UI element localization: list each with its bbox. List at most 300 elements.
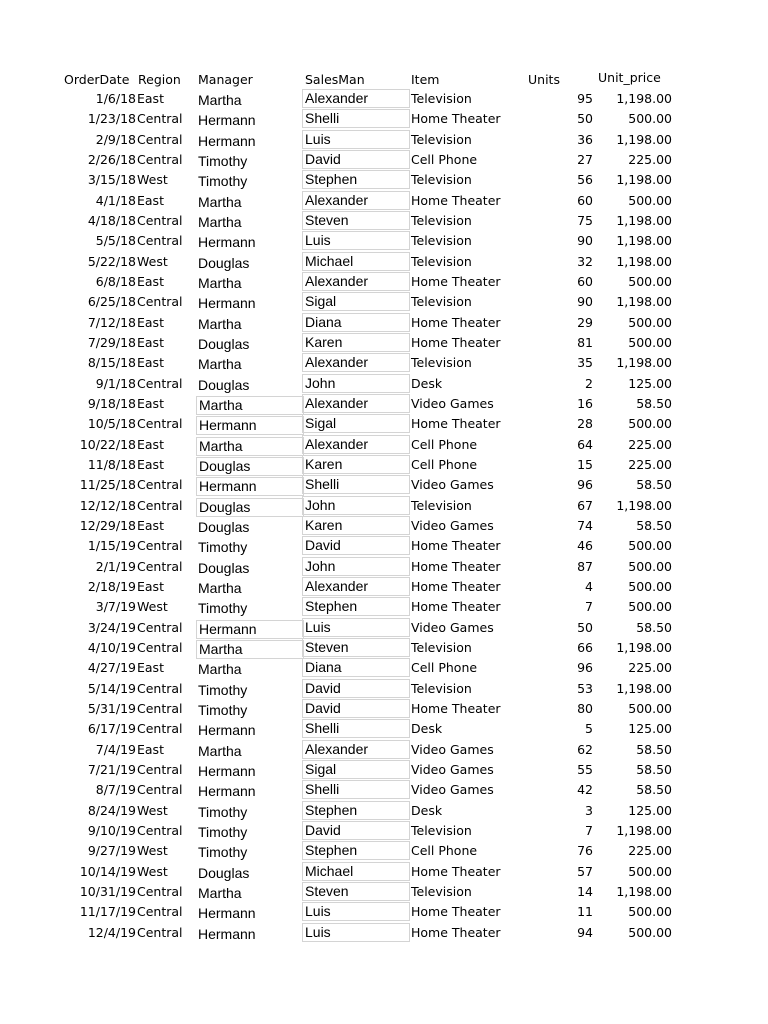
item-cell: Television [411,822,472,838]
order-date-cell: 3/7/19 [95,599,136,615]
manager-cell: Timothy [198,823,248,840]
region-cell: West [137,253,168,269]
manager-cell: Douglas [196,457,304,476]
unit-price-cell: 1,198.00 [616,822,672,838]
unit-price-cell: 1,198.00 [616,639,672,655]
region-cell: East [137,741,164,757]
item-cell: Television [411,497,472,513]
item-cell: Television [411,680,472,696]
units-cell: 66 [577,639,593,655]
unit-price-cell: 58.50 [636,782,672,798]
manager-cell: Hermann [198,295,256,312]
unit-price-cell: 125.00 [628,721,672,737]
units-cell: 36 [577,131,593,147]
manager-cell: Hermann [198,762,256,779]
region-cell: Central [137,700,183,716]
region-cell: Central [137,111,183,127]
region-cell: West [137,172,168,188]
item-cell: Home Theater [411,700,501,716]
item-cell: Home Theater [411,273,501,289]
item-cell: Video Games [411,517,494,533]
item-cell: Cell Phone [411,436,478,452]
salesman-cell: Michael [302,862,410,881]
manager-cell: Martha [198,315,242,332]
region-cell: East [137,436,164,452]
manager-cell: Hermann [198,905,256,922]
unit-price-cell: 125.00 [628,375,672,391]
item-cell: Home Theater [411,192,501,208]
region-cell: Central [137,375,183,391]
order-date-cell: 8/7/19 [95,782,136,798]
unit-price-cell: 1,198.00 [616,253,672,269]
salesman-cell: Stephen [302,841,410,860]
units-cell: 7 [585,599,593,615]
unit-price-cell: 1,198.00 [616,233,672,249]
units-cell: 75 [577,212,593,228]
header-units: Units [528,72,560,87]
salesman-cell: Luis [302,923,410,942]
region-cell: Central [137,294,183,310]
order-date-cell: 2/9/18 [95,131,136,147]
salesman-cell: Luis [302,618,410,637]
order-date-cell: 3/24/19 [87,619,136,635]
salesman-cell: Stephen [302,801,410,820]
manager-cell: Martha [198,356,242,373]
unit-price-cell: 500.00 [628,578,672,594]
units-cell: 60 [577,273,593,289]
units-cell: 32 [577,253,593,269]
item-cell: Home Theater [411,904,501,920]
unit-price-cell: 1,198.00 [616,131,672,147]
order-date-cell: 8/15/18 [87,355,136,371]
unit-price-cell: 58.50 [636,761,672,777]
order-date-cell: 12/4/19 [87,924,136,940]
units-cell: 67 [577,497,593,513]
unit-price-cell: 1,198.00 [616,497,672,513]
units-cell: 60 [577,192,593,208]
region-cell: West [137,802,168,818]
salesman-cell: Alexander [302,394,410,413]
manager-cell: Martha [198,742,242,759]
manager-cell: Martha [198,193,242,210]
units-cell: 35 [577,355,593,371]
manager-cell: Timothy [198,701,248,718]
unit-price-cell: 58.50 [636,517,672,533]
order-date-cell: 11/25/18 [79,477,136,493]
salesman-cell: Diana [302,313,410,332]
order-date-cell: 7/12/18 [87,314,136,330]
manager-cell: Martha [196,437,304,456]
order-date-cell: 4/18/18 [87,212,136,228]
item-cell: Video Games [411,782,494,798]
order-date-cell: 12/12/18 [79,497,136,513]
order-date-cell: 1/6/18 [95,91,136,106]
unit-price-cell: 1,198.00 [616,355,672,371]
order-date-cell: 9/18/18 [87,395,136,411]
order-date-cell: 11/8/18 [87,456,136,472]
region-cell: Central [137,680,183,696]
unit-price-cell: 125.00 [628,802,672,818]
manager-cell: Martha [196,396,304,415]
manager-cell: Hermann [196,416,304,435]
unit-price-cell: 500.00 [628,538,672,554]
item-cell: Home Theater [411,538,501,554]
region-cell: Central [137,151,183,167]
item-cell: Video Games [411,395,494,411]
salesman-cell: Shelli [302,475,410,494]
manager-cell: Timothy [198,539,248,556]
region-cell: East [137,395,164,411]
salesman-cell: Steven [302,638,410,657]
region-cell: East [137,517,164,533]
manager-cell: Timothy [198,803,248,820]
header-order-date: OrderDate [64,72,130,87]
item-cell: Cell Phone [411,151,478,167]
unit-price-cell: 1,198.00 [616,680,672,696]
units-cell: 28 [577,416,593,432]
salesman-cell: Alexander [302,353,410,372]
order-date-cell: 9/27/19 [87,843,136,859]
region-cell: Central [137,497,183,513]
units-cell: 7 [585,822,593,838]
salesman-cell: Alexander [302,191,410,210]
salesman-cell: David [302,699,410,718]
salesman-cell: Alexander [302,89,410,108]
order-date-cell: 6/25/18 [87,294,136,310]
item-cell: Home Theater [411,558,501,574]
salesman-cell: David [302,679,410,698]
salesman-cell: Luis [302,231,410,250]
item-cell: Home Theater [411,416,501,432]
order-date-cell: 8/24/19 [87,802,136,818]
order-date-cell: 1/15/19 [87,538,136,554]
salesman-cell: John [302,557,410,576]
item-cell: Home Theater [411,314,501,330]
units-cell: 53 [577,680,593,696]
unit-price-cell: 225.00 [628,843,672,859]
item-cell: Cell Phone [411,660,478,676]
units-cell: 50 [577,619,593,635]
salesman-cell: Stephen [302,597,410,616]
unit-price-cell: 58.50 [636,619,672,635]
item-cell: Home Theater [411,863,501,879]
manager-cell: Martha [198,579,242,596]
salesman-cell: Alexander [302,272,410,291]
salesman-cell: Alexander [302,577,410,596]
region-cell: East [137,314,164,330]
item-cell: Home Theater [411,599,501,615]
units-cell: 94 [577,924,593,940]
salesman-cell: Alexander [302,740,410,759]
units-cell: 96 [577,660,593,676]
units-cell: 42 [577,782,593,798]
manager-cell: Martha [198,92,242,108]
item-cell: Home Theater [411,334,501,350]
manager-cell: Douglas [196,498,304,517]
unit-price-cell: 1,198.00 [616,172,672,188]
order-date-cell: 7/29/18 [87,334,136,350]
unit-price-cell: 500.00 [628,599,672,615]
order-date-cell: 12/29/18 [79,517,136,533]
salesman-cell: Karen [302,516,410,535]
unit-price-cell: 225.00 [628,456,672,472]
unit-price-cell: 500.00 [628,924,672,940]
manager-cell: Douglas [198,864,250,881]
manager-cell: Hermann [198,925,256,942]
manager-cell: Timothy [198,600,248,617]
units-cell: 27 [577,151,593,167]
unit-price-cell: 500.00 [628,314,672,330]
salesman-cell: David [302,150,410,169]
item-cell: Television [411,883,472,899]
region-cell: Central [137,558,183,574]
salesman-cell: Steven [302,211,410,230]
salesman-cell: David [302,536,410,555]
order-date-cell: 4/27/19 [87,660,136,676]
order-date-cell: 6/17/19 [87,721,136,737]
salesman-cell: John [302,496,410,515]
region-cell: Central [137,233,183,249]
region-cell: Central [137,761,183,777]
item-cell: Television [411,212,472,228]
unit-price-cell: 500.00 [628,700,672,716]
unit-price-cell: 500.00 [628,558,672,574]
salesman-cell: Karen [302,333,410,352]
header-unit-price: Unit_price [598,70,661,85]
units-cell: 4 [585,578,593,594]
header-manager: Manager [198,72,253,87]
unit-price-cell: 58.50 [636,477,672,493]
unit-price-cell: 1,198.00 [616,883,672,899]
units-cell: 87 [577,558,593,574]
region-cell: West [137,843,168,859]
salesman-cell: Luis [302,902,410,921]
region-cell: Central [137,212,183,228]
salesman-cell: Sigal [302,292,410,311]
region-cell: West [137,599,168,615]
unit-price-cell: 1,198.00 [616,212,672,228]
order-date-cell: 10/31/19 [79,883,136,899]
units-cell: 57 [577,863,593,879]
order-date-cell: 2/1/19 [95,558,136,574]
salesman-cell: Steven [302,882,410,901]
item-cell: Video Games [411,741,494,757]
manager-cell: Douglas [198,254,250,271]
item-cell: Television [411,253,472,269]
manager-cell: Hermann [196,620,304,639]
header-salesman: SalesMan [305,72,365,87]
header-region: Region [138,72,181,87]
region-cell: Central [137,639,183,655]
region-cell: Central [137,822,183,838]
manager-cell: Martha [198,213,242,230]
order-date-cell: 9/1/18 [95,375,136,391]
units-cell: 81 [577,334,593,350]
region-cell: Central [137,904,183,920]
units-cell: 16 [577,395,593,411]
unit-price-cell: 500.00 [628,273,672,289]
order-date-cell: 10/14/19 [79,863,136,879]
salesman-cell: Karen [302,455,410,474]
unit-price-cell: 500.00 [628,416,672,432]
order-date-cell: 10/5/18 [87,416,136,432]
item-cell: Television [411,355,472,371]
region-cell: Central [137,131,183,147]
units-cell: 62 [577,741,593,757]
units-cell: 5 [585,721,593,737]
units-cell: 96 [577,477,593,493]
region-cell: Central [137,619,183,635]
units-cell: 90 [577,233,593,249]
region-cell: East [137,355,164,371]
salesman-cell: Shelli [302,719,410,738]
item-cell: Desk [411,802,443,818]
item-cell: Cell Phone [411,843,478,859]
region-cell: Central [137,782,183,798]
manager-cell: Douglas [198,335,250,352]
item-cell: Video Games [411,619,494,635]
region-cell: Central [137,477,183,493]
item-cell: Cell Phone [411,456,478,472]
unit-price-cell: 500.00 [628,904,672,920]
salesman-cell: Sigal [302,414,410,433]
unit-price-cell: 1,198.00 [616,91,672,106]
units-cell: 55 [577,761,593,777]
manager-cell: Hermann [198,112,256,129]
region-cell: East [137,273,164,289]
item-cell: Home Theater [411,111,501,127]
item-cell: Television [411,233,472,249]
unit-price-cell: 58.50 [636,741,672,757]
region-cell: East [137,456,164,472]
item-cell: Television [411,91,472,106]
order-date-cell: 4/10/19 [87,639,136,655]
units-cell: 46 [577,538,593,554]
unit-price-cell: 500.00 [628,192,672,208]
order-date-cell: 4/1/18 [95,192,136,208]
region-cell: East [137,334,164,350]
salesman-cell: Stephen [302,170,410,189]
region-cell: East [137,578,164,594]
region-cell: Central [137,721,183,737]
units-cell: 14 [577,883,593,899]
manager-cell: Douglas [198,376,250,393]
region-cell: Central [137,924,183,940]
order-date-cell: 11/17/19 [79,904,136,920]
manager-cell: Timothy [198,173,248,190]
manager-cell: Douglas [198,518,250,535]
order-date-cell: 7/4/19 [95,741,136,757]
unit-price-cell: 225.00 [628,660,672,676]
order-date-cell: 2/18/19 [87,578,136,594]
units-cell: 29 [577,314,593,330]
order-date-cell: 6/8/18 [95,273,136,289]
item-cell: Video Games [411,477,494,493]
manager-cell: Hermann [198,234,256,251]
order-date-cell: 2/26/18 [87,151,136,167]
region-cell: East [137,192,164,208]
salesman-cell: Sigal [302,760,410,779]
manager-cell: Martha [198,884,242,901]
salesman-cell: David [302,821,410,840]
item-cell: Television [411,294,472,310]
units-cell: 80 [577,700,593,716]
unit-price-cell: 500.00 [628,863,672,879]
units-cell: 95 [577,91,593,106]
order-date-cell: 9/10/19 [87,822,136,838]
units-cell: 50 [577,111,593,127]
item-cell: Television [411,131,472,147]
manager-cell: Timothy [198,844,248,861]
order-date-cell: 3/15/18 [87,172,136,188]
units-cell: 2 [585,375,593,391]
order-date-cell: 10/22/18 [79,436,136,452]
order-date-cell: 5/14/19 [87,680,136,696]
item-cell: Television [411,639,472,655]
header-item: Item [411,72,440,87]
salesman-cell: Alexander [302,435,410,454]
unit-price-cell: 500.00 [628,111,672,127]
manager-cell: Martha [196,640,304,659]
manager-cell: Martha [198,274,242,291]
units-cell: 76 [577,843,593,859]
salesman-cell: John [302,374,410,393]
region-cell: Central [137,416,183,432]
item-cell: Desk [411,721,443,737]
unit-price-cell: 500.00 [628,334,672,350]
manager-cell: Hermann [198,132,256,149]
salesman-cell: Diana [302,658,410,677]
order-date-cell: 5/31/19 [87,700,136,716]
item-cell: Television [411,172,472,188]
manager-cell: Timothy [198,152,248,169]
salesman-cell: Michael [302,252,410,271]
unit-price-cell: 58.50 [636,395,672,411]
item-cell: Home Theater [411,924,501,940]
region-cell: East [137,660,164,676]
salesman-cell: Luis [302,130,410,149]
unit-price-cell: 225.00 [628,436,672,452]
item-cell: Home Theater [411,578,501,594]
units-cell: 15 [577,456,593,472]
region-cell: Central [137,538,183,554]
salesman-cell: Shelli [302,780,410,799]
order-date-cell: 5/22/18 [87,253,136,269]
unit-price-cell: 225.00 [628,151,672,167]
order-date-cell: 7/21/19 [87,761,136,777]
item-cell: Desk [411,375,443,391]
salesman-cell: Shelli [302,109,410,128]
item-cell: Video Games [411,761,494,777]
manager-cell: Hermann [196,477,304,496]
manager-cell: Hermann [198,783,256,800]
manager-cell: Hermann [198,722,256,739]
units-cell: 64 [577,436,593,452]
units-cell: 56 [577,172,593,188]
order-date-cell: 5/5/18 [95,233,136,249]
units-cell: 3 [585,802,593,818]
manager-cell: Martha [198,661,242,678]
units-cell: 11 [577,904,593,920]
order-date-cell: 1/23/18 [87,111,136,127]
unit-price-cell: 1,198.00 [616,294,672,310]
region-cell: Central [137,883,183,899]
region-cell: West [137,863,168,879]
units-cell: 90 [577,294,593,310]
manager-cell: Timothy [198,681,248,698]
region-cell: East [137,91,164,106]
manager-cell: Douglas [198,559,250,576]
